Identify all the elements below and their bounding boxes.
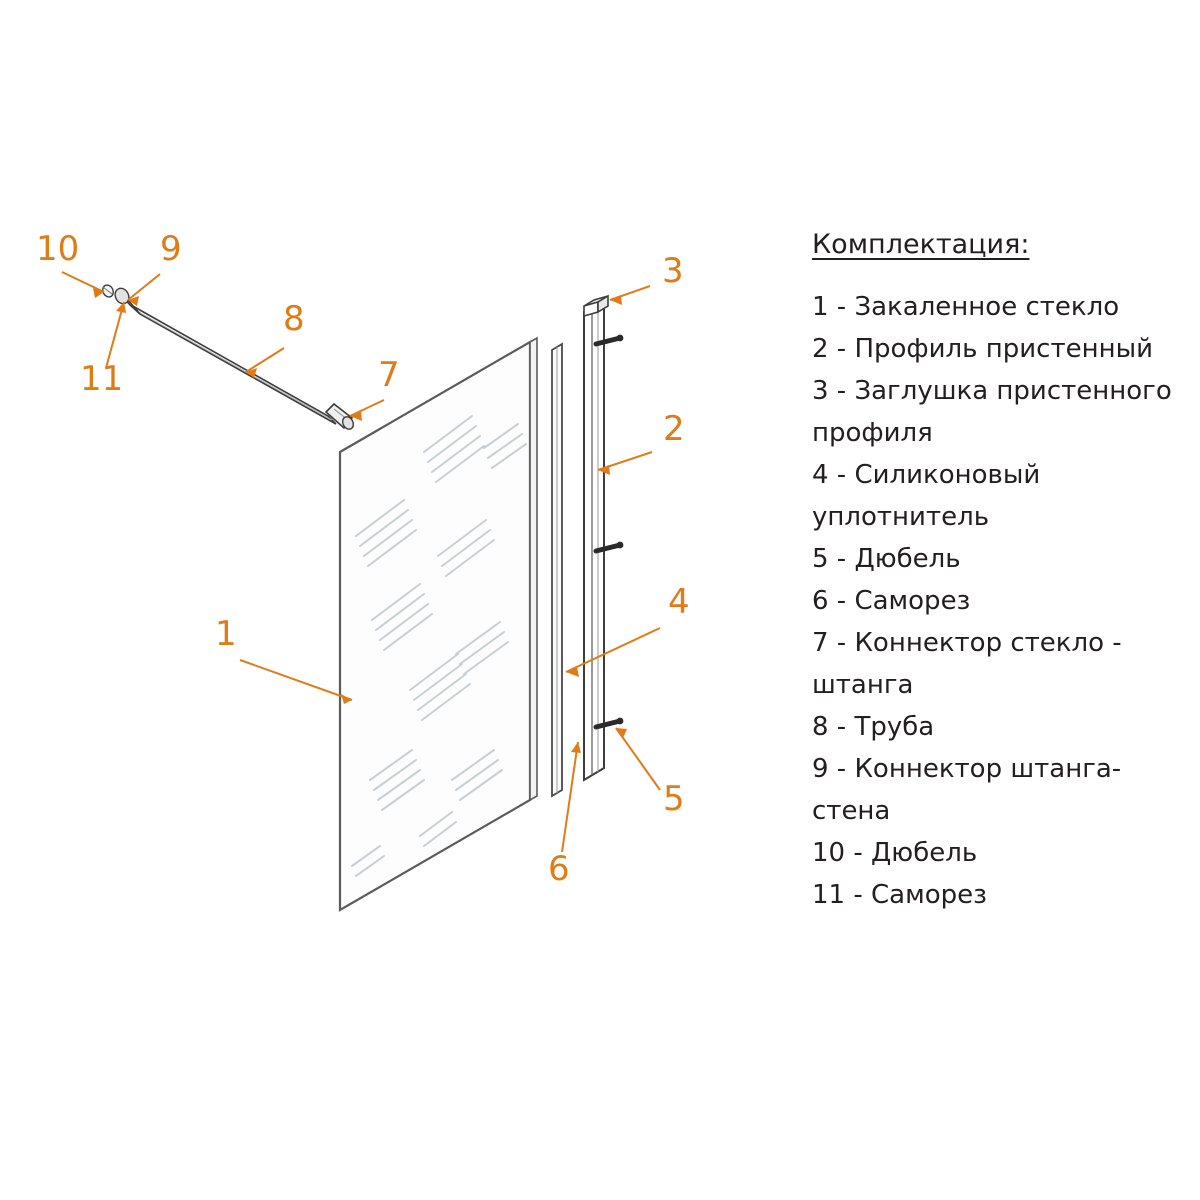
leader-4 xyxy=(566,628,660,672)
legend-item: 6 - Саморез xyxy=(812,586,971,616)
legend-item: 10 - Дюбель xyxy=(812,838,978,868)
leader-9 xyxy=(128,274,160,300)
leader-1 xyxy=(240,660,352,700)
silicone-seal xyxy=(552,344,562,796)
legend-item: 1 - Закаленное стекло xyxy=(812,292,1120,322)
leader-7 xyxy=(350,400,384,416)
legend-list xyxy=(812,286,1182,916)
callout-7: 7 xyxy=(378,355,400,395)
tube xyxy=(131,305,336,424)
legend-title: Комплектация: xyxy=(812,229,1030,260)
callout-2: 2 xyxy=(663,409,685,449)
leader-6-arrow xyxy=(571,742,581,753)
glass-panel xyxy=(340,338,537,910)
callout-9: 9 xyxy=(160,229,182,269)
legend-item: 9 - Коннектор штанга-стена xyxy=(812,754,1122,826)
callout-11: 11 xyxy=(80,359,124,399)
glass-edge xyxy=(530,338,537,800)
leader-10 xyxy=(62,272,104,292)
leader-6 xyxy=(562,742,578,852)
leader-8 xyxy=(246,348,284,372)
legend-item: 7 - Коннектор стекло - штанга xyxy=(812,628,1122,700)
profile-body xyxy=(584,300,604,780)
callout-1: 1 xyxy=(215,614,237,654)
callout-5: 5 xyxy=(663,779,685,819)
callout-3: 3 xyxy=(662,251,684,291)
support-bar-assembly xyxy=(101,283,356,431)
legend-item: 2 - Профиль пристенный xyxy=(812,334,1154,364)
callout-10: 10 xyxy=(36,229,80,269)
callout-6: 6 xyxy=(548,849,570,889)
legend-item: 8 - Труба xyxy=(812,712,935,742)
callout-8: 8 xyxy=(283,299,305,339)
wall-profile xyxy=(584,296,623,780)
legend-item: 11 - Саморез xyxy=(812,880,987,910)
legend-item: 4 - Силиконовый уплотнитель xyxy=(812,460,1041,532)
legend-item: 3 - Заглушка пристенного профиля xyxy=(812,376,1172,448)
parts-legend xyxy=(812,228,1182,916)
legend-item: 5 - Дюбель xyxy=(812,544,961,574)
callout-4: 4 xyxy=(668,582,690,622)
leader-3-arrow xyxy=(610,295,622,305)
